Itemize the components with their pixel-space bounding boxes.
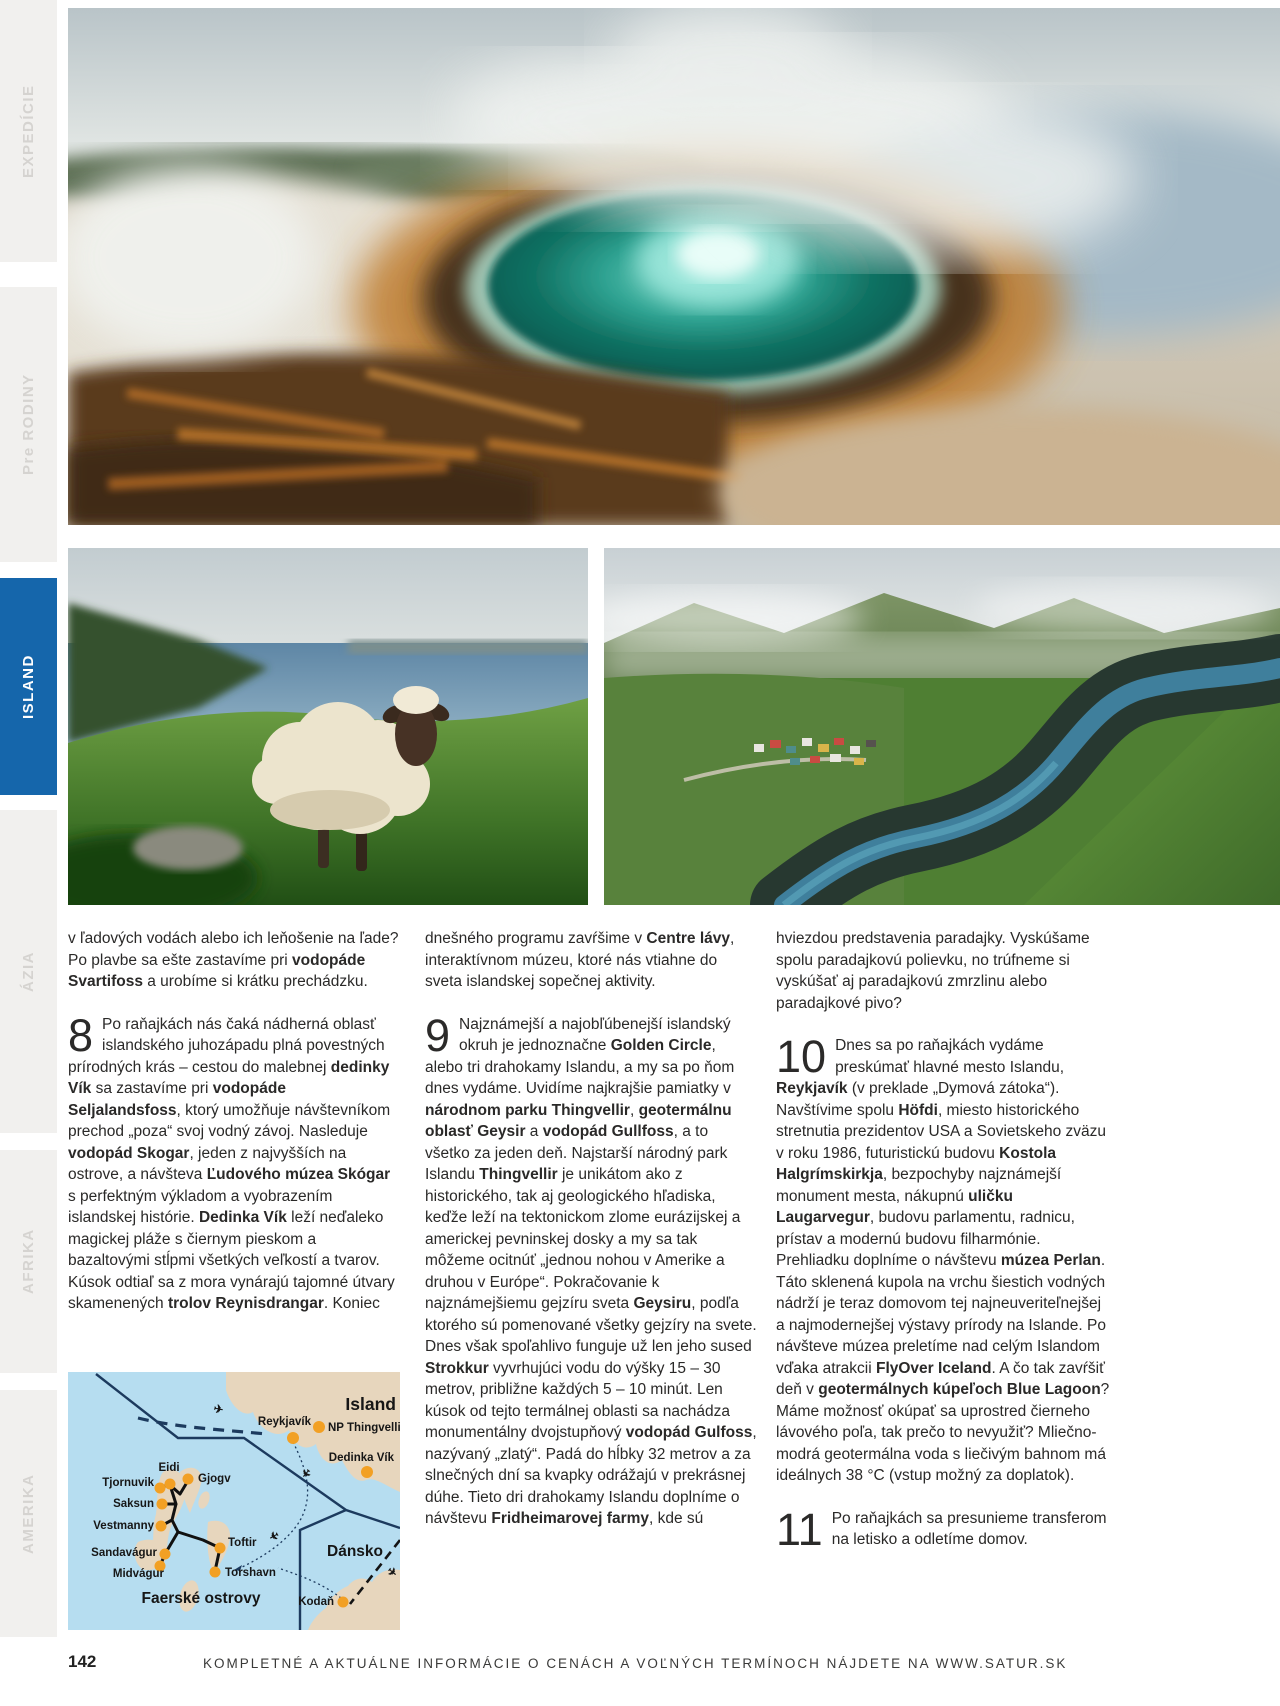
paragraph-intro-continued: hviezdou predstavenia paradajky. Vyskúšame spolu paradajkovú polievku, no trúfneme si vyskúšať aj paradajkovú zmrzlinu alebo paradajkové pivo? bbox=[776, 930, 1090, 1012]
sidebar-tab-pre-rodiny[interactable]: Pre RODINY bbox=[0, 287, 57, 562]
sidebar-tab-amerika[interactable]: AMERIKA bbox=[0, 1390, 57, 1637]
map-label-dedinka-vik: Dedinka Vík bbox=[328, 1452, 394, 1464]
text-column-3 bbox=[776, 928, 1111, 1572]
photo-sheep-coast bbox=[68, 548, 588, 905]
paragraph-day10: 10 Dnes sa po raňajkách vydáme preskúmať hlavné mesto Islandu, Reykjavík (v preklade „Dymová zátoka“). Navštívime spolu Höfdi, miesto historického stretnutia prezidentov USA a Sovietskeho zväzu v roku 1986, futuristickú budovu Kostola Halgrímskirkja, bezpochyby najznámejší monument mesta, nákupnú uličku Laugarvegur, budovu parlamentu, radnicu, prístav a modernú budovu filharmónie. Prehliadku doplníme o návštevu múzea Perlan. Táto sklenená kupola na vrchu šiestich vodných nádrží je teraz domovom tej najneuveriteľnejšej a najmodernejšej výstavy prírody na Islande. Po návšteve múzea preletíme nad celým Islandom vďaka atrakcii FlyOver Iceland. A čo tak zavŕšiť deň v geotermálnych kúpeľoch Blue Lagoon? Máme možnosť okúpať sa uprostred čierneho lávového poľa, tak prečo to nevyužiť? Mliečno-modrá geotermálna voda s liečivým bahnom má ideálnych 38 °C (vstup možný za doplatok). bbox=[776, 1031, 1110, 1484]
plane-icon: ✈ bbox=[384, 1565, 400, 1581]
map-label-eidi: Eidi bbox=[158, 1462, 180, 1474]
gorge-illustration bbox=[604, 548, 1280, 905]
photo-village-gorge bbox=[604, 548, 1280, 905]
map-label-reykjavik: Reykjavík bbox=[257, 1416, 311, 1428]
map-label-kodan: Kodaň bbox=[298, 1596, 334, 1608]
small-plane-icon: ✈ bbox=[266, 1527, 281, 1543]
sidebar-tab-island[interactable]: ISLAND bbox=[0, 578, 57, 795]
map-label-faerske-ostrovy: Faerské ostrovy bbox=[141, 1590, 261, 1607]
map-label-torshavn: Torshavn bbox=[225, 1567, 276, 1579]
map-label-sandavagur: Sandavágur bbox=[91, 1547, 157, 1559]
day-number-10: 10 bbox=[776, 1031, 827, 1082]
sidebar-tab-afrika[interactable]: AFRIKA bbox=[0, 1150, 57, 1373]
text-column-2 bbox=[425, 928, 757, 1551]
footer-info-text: KOMPLETNÉ A AKTUÁLNE INFORMÁCIE O CENÁCH A VOĽNÝCH TERMÍNOCH NÁJDETE NA WWW.SATUR.SK bbox=[203, 1656, 1068, 1671]
paragraph-day11: 11 Po raňajkách sa presunieme transferom na letisko a odletíme domov. bbox=[776, 1503, 1107, 1555]
plane-icon: ✈ bbox=[212, 1403, 225, 1417]
small-plane-icon: ✈ bbox=[297, 1465, 313, 1481]
map-label-midvagur: Midvágur bbox=[112, 1568, 164, 1580]
photo-geothermal-spring bbox=[68, 8, 1280, 525]
page-number: 142 bbox=[68, 1652, 97, 1671]
day-number-9: 9 bbox=[425, 1009, 451, 1061]
sidebar-tab-expedicie[interactable]: EXPEDÍCIE bbox=[0, 0, 57, 262]
paragraph-day8: 8 Po raňajkách nás čaká nádherná oblasť islandského juhozápadu plná povestných prírodných krás – cestou do malebnej dedinky Vík sa zastavíme pri vodopáde Seljalandsfoss, ktorý umožňuje návštevníkom prechod „poza“ svoj vodný závoj. Nasleduje vodopád Skogar, jeden z najvyšších na ostrove, a návšteva Ľudového múzea Skógar s perfektným výkladom a vyobrazením islandskej histórie. Dedinka Vík leží neďaleko magickej pláže s čiernym pieskom a bazaltovými stĺpmi všetkých veľkostí a tvarov. Kúsok odtiaľ sa z mora vynárajú tajomné útvary skamenených trolov Reynisdrangar. Koniec bbox=[68, 1009, 395, 1312]
text-column-1 bbox=[68, 928, 400, 1336]
day-number-11: 11 bbox=[776, 1503, 823, 1555]
route-map-illustration bbox=[68, 1372, 400, 1630]
map-label-saksun: Saksun bbox=[113, 1498, 154, 1510]
map-label-vestmanny: Vestmanny bbox=[93, 1520, 154, 1532]
geothermal-illustration bbox=[68, 8, 1280, 525]
map-label-dansko: Dánsko bbox=[327, 1543, 383, 1560]
route-map bbox=[68, 1372, 400, 1630]
paragraph-day9: 9 Najznámejší a najobľúbenejší islandský okruh je jednoznačne Golden Circle, alebo tri drahokamy Islandu, a my sa po ňom dnes vydáme. Uvidíme najkrajšie pamiatky v národnom parku Thingvellir, geotermálnu oblasť Geysir a vodopád Gullfoss, a to všetko za jeden deň. Najstarší národný park Islandu Thingvellir je unikátom ako z historického, tak aj geologického hľadiska, keďže leží na tektonickom zlome eurázijskej a americkej pevninskej dosky a my sa tak môžeme ocitnúť „jednou nohou v Amerike a druhou v Európe“. Pokračovanie k najznámejšiemu gejzíru sveta Geysiru, podľa ktorého sú pomenované všetky gejzíry na svete. Dnes však spoľahlivo funguje už len jeho sused Strokkur vyvrhujúci vodu do výšky 15 – 30 metrov, približne každých 5 – 10 minút. Len kúsok od tejto termálnej oblasti sa nachádza monumentálny dvojstupňový vodopád Gulfoss, nazývaný „zlatý“. Padá do hĺbky 32 metrov a za slnečných dní sa kvapky odrážajú v prekrásnej dúhe. Tieto dri drahokamy Islandu doplníme o návštevu Fridheimarovej farmy, kde sú bbox=[425, 1009, 757, 1527]
sheep-illustration bbox=[68, 548, 588, 905]
map-label-gjogv: Gjogv bbox=[198, 1473, 231, 1485]
paragraph-intro-continued: dnešného programu zavŕšime v Centre lávy, interaktívnom múzeu, ktoré nás vtiahne do sveta islandskej sopečnej aktivity. bbox=[425, 930, 735, 990]
map-label-np-thingvellir: NP Thingvellir bbox=[328, 1422, 400, 1434]
map-label-toftir: Toftir bbox=[228, 1537, 257, 1549]
sidebar-tab-azia[interactable]: ÁZIA bbox=[0, 810, 57, 1133]
map-label-island: Island bbox=[345, 1394, 396, 1414]
day-number-8: 8 bbox=[68, 1009, 94, 1061]
paragraph-intro-continued: v ľadových vodách alebo ich leňošenie na ľade? Po plavbe sa ešte zastavíme pri vodopáde Svartifoss a urobíme si krátku prechádzku. bbox=[68, 930, 399, 990]
map-label-tjornuvik: Tjornuvik bbox=[102, 1477, 154, 1489]
